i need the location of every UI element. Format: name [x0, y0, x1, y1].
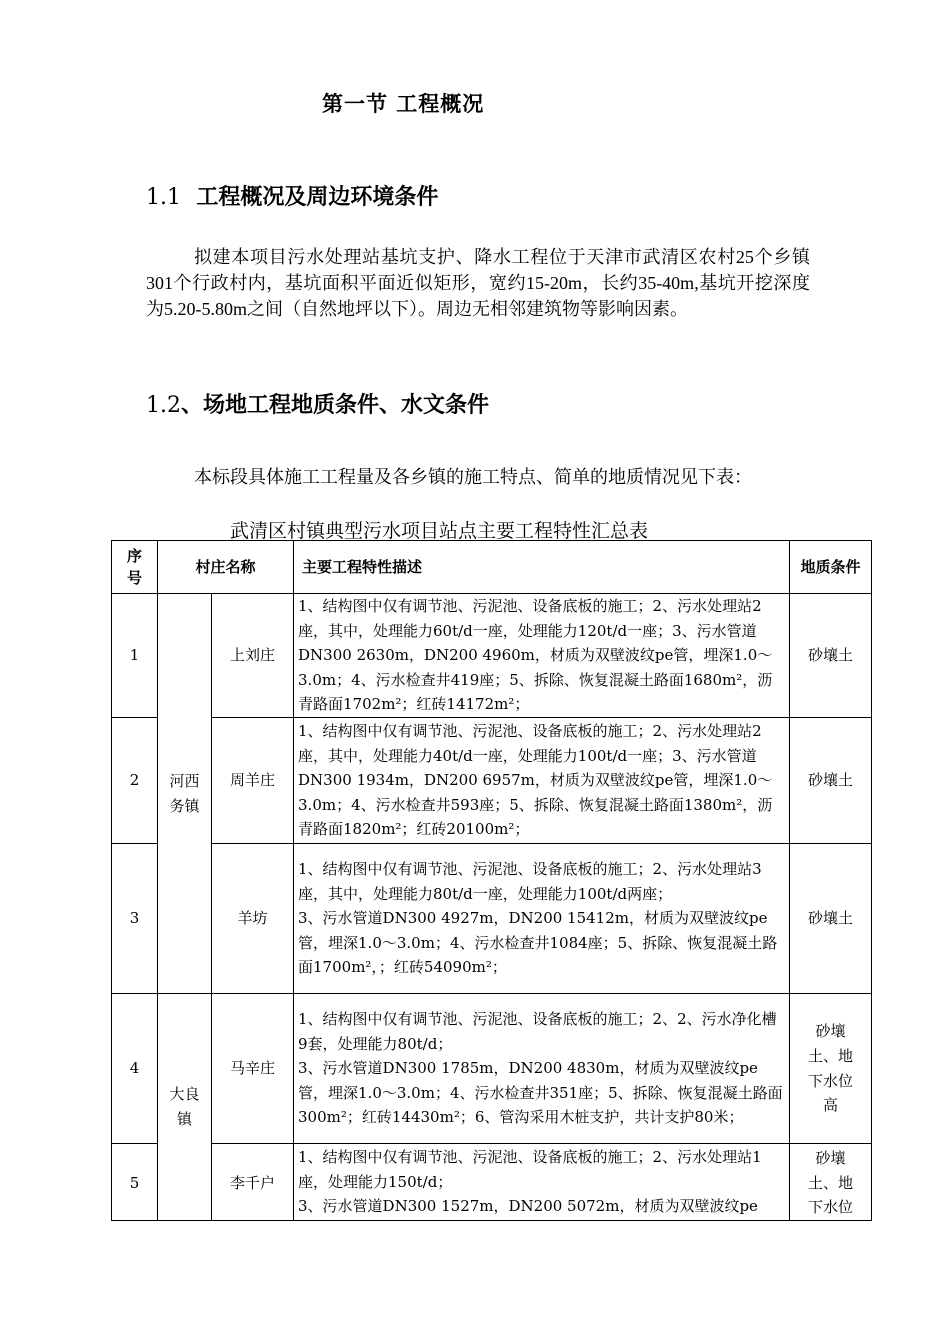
table-row — [112, 1144, 872, 1221]
heading-1-2-number: 1.2 — [146, 393, 181, 418]
paragraph-overview: 拟建本项目污水处理站基坑支护、降水工程位于天津市武清区农村25个乡镇301个行政村内，基坑面积平面近似矩形，宽约15-20m，长约35-40m,基坑开挖深度为5.20-5.80m之间（自然地坪以下）。周边无相邻建筑物等影响因素。 — [146, 247, 810, 319]
table-caption: 武清区村镇典型污水项目站点主要工程特性汇总表 — [230, 520, 649, 542]
desc-cell: 1、结构图中仅有调节池、污泥池、设备底板的施工；2、污水处理站2座，其中，处理能力40t/d一座，处理能力100t/d一座；3、污水管道DN300 1934m，DN200 6957m，材质为双壁波纹pe管，埋深1.0～3.0m；4、污水检查井593座；5、拆除、恢复混凝土路面1380m²，沥青路面1820m²；红砖20100m²； — [294, 718, 790, 844]
heading-1-2 — [146, 388, 489, 419]
geo-cell: 砂壤土、地下水位高 — [790, 994, 872, 1144]
desc-part-2: 3、污水管道DN300 1527m，DN200 5072m，材质为双壁波纹pe — [298, 1197, 758, 1216]
heading-1-1 — [146, 180, 438, 211]
row-seq: 1 — [112, 594, 158, 718]
desc-cell — [294, 1144, 790, 1221]
desc-cell — [294, 844, 790, 994]
row-seq: 2 — [112, 718, 158, 844]
geo-cell: 砂壤土 — [790, 844, 872, 994]
village-cell: 上刘庄 — [212, 594, 294, 718]
town-cell: 河西务镇 — [158, 594, 212, 994]
row-seq: 3 — [112, 844, 158, 994]
geo-cell: 砂壤土、地下水位 — [790, 1144, 872, 1221]
table-row — [112, 844, 872, 994]
header-seq: 序号 — [112, 541, 158, 594]
desc-part-1: 1、结构图中仅有调节池、污泥池、设备底板的施工；2、2、污水净化槽9套，处理能力80t/d； — [298, 1010, 777, 1053]
row-seq: 5 — [112, 1144, 158, 1221]
header-village: 村庄名称 — [158, 541, 294, 594]
desc-part-2: 3、污水管道DN300 1785m，DN200 4830m，材质为双壁波纹pe管，埋深1.0～3.0m；4、污水检查井351座；5、拆除、恢复混凝土路面300m²；红砖14430m²；6、管沟采用木桩支护，共计支护80米； — [298, 1059, 783, 1127]
village-cell: 羊坊 — [212, 844, 294, 994]
desc-part-2: 3、污水管道DN300 4927m，DN200 15412m，材质为双壁波纹pe管，埋深1.0～3.0m；4、污水检查井1084座；5、拆除、恢复混凝土路面1700m²，；红砖54090m²； — [298, 909, 778, 977]
heading-1-1-number: 1.1 — [146, 185, 181, 210]
village-cell: 周羊庄 — [212, 718, 294, 844]
desc-cell: 1、结构图中仅有调节池、污泥池、设备底板的施工；2、污水处理站2座，其中，处理能力60t/d一座，处理能力120t/d一座；3、污水管道DN300 2630m，DN200 4960m，材质为双壁波纹pe管，埋深1.0～3.0m；4、污水检查井419座；5、拆除、恢复混凝土路面1680m²，沥青路面1702m²；红砖14172m²； — [294, 594, 790, 718]
desc-cell — [294, 994, 790, 1144]
geo-cell: 砂壤土 — [790, 594, 872, 718]
village-cell: 马辛庄 — [212, 994, 294, 1144]
town-cell: 大良镇 — [158, 994, 212, 1221]
desc-part-1: 1、结构图中仅有调节池、污泥池、设备底板的施工；2、污水处理站1座，处理能力150t/d； — [298, 1148, 762, 1191]
header-desc: 主要工程特性描述 — [294, 541, 790, 594]
header-geo: 地质条件 — [790, 541, 872, 594]
heading-1-2-title: 、场地工程地质条件、水文条件 — [181, 393, 490, 418]
table-row — [112, 594, 872, 718]
table-row — [112, 718, 872, 844]
row-seq: 4 — [112, 994, 158, 1144]
table-header-row — [112, 541, 872, 594]
table-row — [112, 994, 872, 1144]
village-cell: 李千户 — [212, 1144, 294, 1221]
geo-cell: 砂壤土 — [790, 718, 872, 844]
section-title: 第一节 工程概况 — [322, 92, 485, 116]
paragraph-intro-table: 本标段具体施工工程量及各乡镇的施工特点、简单的地质情况见下表： — [194, 467, 752, 487]
desc-part-1: 1、结构图中仅有调节池、污泥池、设备底板的施工；2、污水处理站3座，其中，处理能力80t/d一座，处理能力100t/d两座； — [298, 860, 762, 903]
engineering-summary-table — [111, 540, 872, 1221]
heading-1-1-title: 工程概况及周边环境条件 — [196, 185, 439, 210]
